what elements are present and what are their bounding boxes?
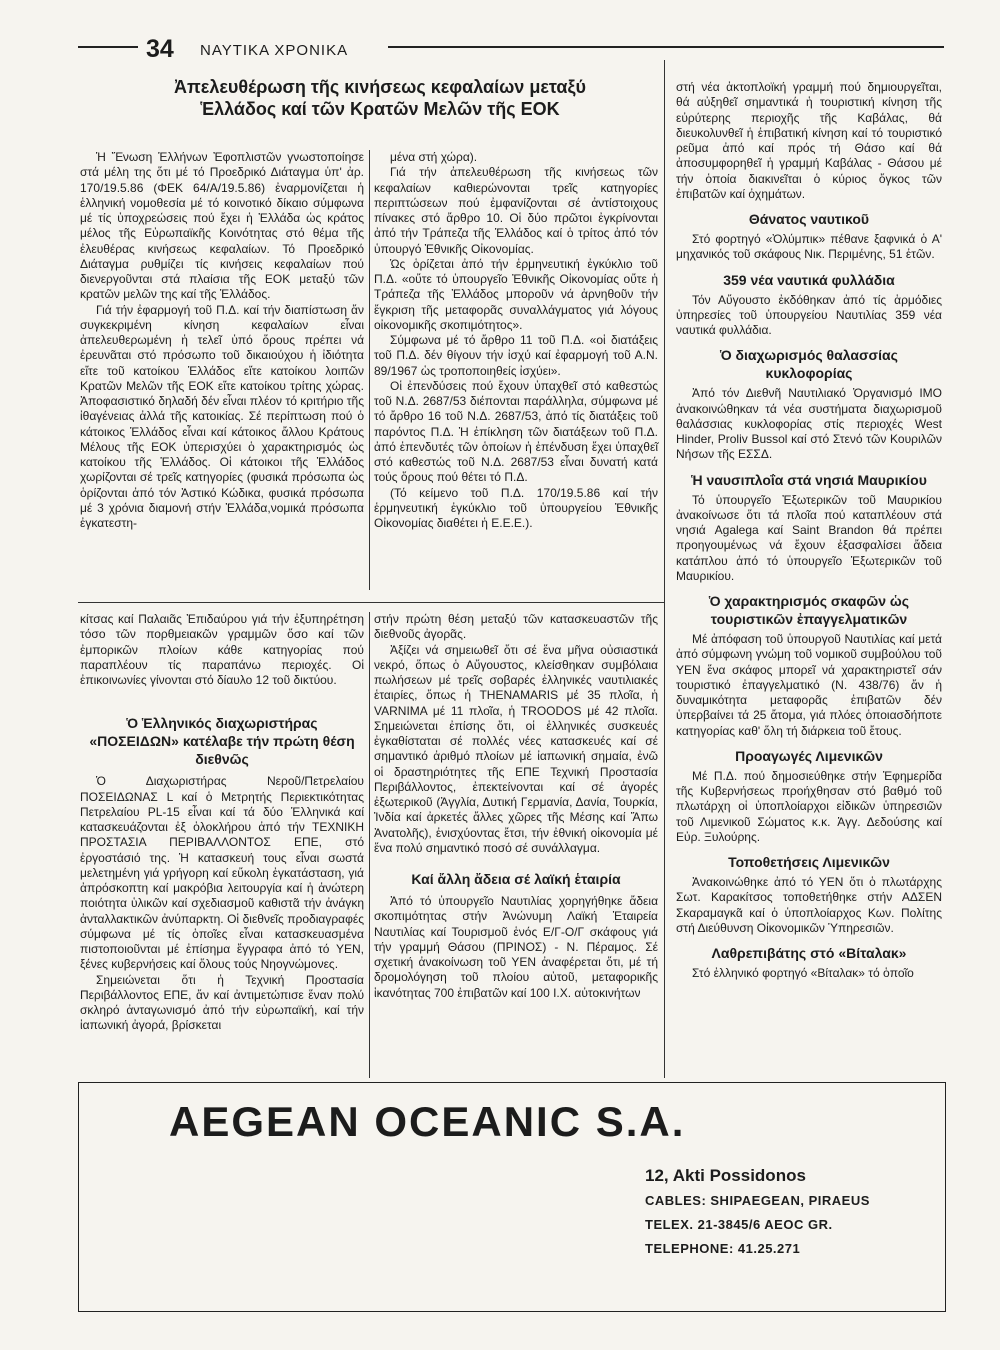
advert-telephone: TELEPHONE: 41.25.271 <box>645 1241 801 1256</box>
item-text: Μέ Π.Δ. πού δημοσιεύθηκε στήν Ἐφημερίδα τῆς Κυβερνήσεως προήχθησαν στό βαθμό τοῦ πλωτάρχη οἱ ὑποπλοίαρχοι εἰδικῶν ὑπηρεσιῶν τοῦ Λιμενικοῦ Σώματος κ.κ. Ἀγγ. Δεδούσης καί Εὐρ. Ξυλούρης. <box>676 768 942 844</box>
article-paragraph: Οἱ ἐπενδύσεις πού ἔχουν ὑπαχθεῖ στό καθεστώς τοῦ Ν.Δ. 2687/53 διέπονται παράλληλα, σύμφωνα μέ τό ἄρθρο 16 τοῦ Ν.Δ. 2687/53, ἀπό τίς διατάξεις τοῦ παρόντος Π.Δ. Ἡ ἐπίκληση τῶν διατάξεων τοῦ Π.Δ. ἀπό ἐπενδυτές τῶν ὁποίων ἡ ἐπένδυση ἔχει ὑπαχθεῖ στό καθεστώς τοῦ Ν.Δ. 2687/53 εἶναι δυνατή κατά τούς ὅρους πού θέτει τό Π.Δ. <box>374 378 658 485</box>
advert-address: 12, Akti Possidonos <box>645 1166 806 1185</box>
item-title: 359 νέα ναυτικά φυλλάδια <box>723 271 895 288</box>
article-paragraph: Ἀξίζει νά σημειωθεῖ ὅτι σέ ἕνα μῆνα οὐσιαστικά νεκρό, ὅπως ὁ Αὔγουστος, κλείσθηκαν συμβόλαια πωλήσεων μέ τρεῖς σοβαρές ἑλληνικές ναυτιλιακές ἑταιρίες, ὅπως ἡ THENAMARIS μέ 35 πλοῖα, ἡ VARNIMA μέ 11 πλοῖα, ἡ TROODOS μέ 42 πλοῖα. Σημειώνεται ἐπίσης ὅτι, οἱ ἑλληνικές συσκευές ἐγκαθίσταται σέ πολλές νέες κατασκευές καί σέ σημαντικό ἀριθμό πλοίων μέ ἰαπωνική σημαία, ἐνῶ οἱ δραστηριότητες τῆς ΕΠΕ Τεχνική Προστασία Περιβάλλοντος, ἐπεκτείνονται καί σέ ἀγορές ἐξωτερικοῦ (Ἀγγλία, Δυτική Γερμανία, Δανία, Τουρκία, Ἰνδία καί ἀρκετές ἄλλες χῶρες τῆς Μέσης καί Ἄπω Ἀνατολῆς), ἐνισχύοντας ἔτσι, τήν ἐθνική οἰκονομία μέ ἕνα πολύ σημαντικό ποσό σέ συνάλλαγμα. <box>374 642 658 855</box>
main-article-title: Ἀπελευθέρωση τῆς κινήσεως κεφαλαίων μεταξύ Ἑλλάδος καί τῶν Κρατῶν Μελῶν τῆς ΕΟΚ <box>174 77 586 119</box>
article-paragraph: Ἡ Ἕνωση Ἑλλήνων Ἐφοπλιστῶν γνωστοποίησε στά μέλη της ὅτι μέ τό Προεδρικό Διάταγμα ὑπ' ἀρ. 170/19.5.86 (ΦΕΚ 64/Α/19.5.86) ἐναρμονίζεται ἡ ἑλληνική νομοθεσία μέ τό κοινοτικό δίκαιο σύμφωνα μέ τίς ὑποχρεώσεις πού ἔχει ἡ Ἑλλάδα ὡς κράτος μέλος τῆς Εὐρωπαϊκῆς Κοινότητας στό θέμα τῆς ἐλευθέρας κινήσεως κεφαλαίων. Τό Προεδρικό Διάταγμα ρυθμίζει τίς κινήσεις κεφαλαίων πού διενεργοῦνται στά πλαίσια τῆς ΕΟΚ μεταξύ τῶν κρατῶν μελῶν της καί τῆς Ἑλλάδος. <box>80 150 364 302</box>
article-paragraph: Ὁ Διαχωριστήρας Νεροῦ/Πετρελαίου ΠΟΣΕΙΔΩΝΑΣ L καί ὁ Μετρητής Περιεκτικότητας Πετρελαίου PL-15 εἶναι καί τά δύο Ἑλληνικά καί κατασκευάζονται ἐξ ὁλοκλήρου ἀπό τήν ΤΕΧΝΙΚΗ ΠΡΟΣΤΑΣΙΑ ΠΕΡΙΒΑΛΛΟΝΤΟΣ ΕΠΕ, στό ἐργοστάσιό της. Ἡ κατασκευή τους εἶναι σωστά μελετημένη γιά γρήγορη καί εὔκολη ἐγκατάσταση, γιά ἀπρόσκοπτη καί μακρόβια λειτουργία καί ἡ ἀνώτερη ποιότητα ὑλικῶν καί σχεδιασμοῦ καθιστᾶ τήν ἀνάγκη ἀνταλλακτικῶν ἀνύπαρκτη. Οἱ διεθνεῖς προδιαγραφές σύμφωνα μέ τίς ὁποῖες εἶναι κατασκευασμένα πιστοποιοῦνται μέ ἐπίσημα ἔγγραφα ἀπό τό ΥΕΝ, ξένες κυβερνήσεις καί ὅλους τούς Νηογνώμονες. <box>80 774 364 972</box>
item-title: Ἡ ναυσιπλοΐα στά νησιά Μαυρικίου <box>691 471 927 488</box>
lower-middle-column <box>374 612 658 1001</box>
item-text: Στό φορτηγό «Ὀλύμπικ» πέθανε ξαφνικά ὁ Α' μηχανικός τοῦ σκάφους Νικ. Περιμένης, 51 ἐτῶν. <box>676 232 942 262</box>
running-head: ΝΑΥΤΙΚΑ ΧΡΟΝΙΚΑ <box>200 42 349 59</box>
item-title: Λαθρεπιβάτης στό «Βίταλακ» <box>711 945 907 961</box>
item-title: Ὁ χαρακτηρισμός σκαφῶν ὡς τουριστικῶν ἐπαγγελματικῶν <box>708 593 910 627</box>
license-article-title: Καί ἄλλη ἄδεια σέ λαϊκή ἑταιρία <box>411 871 621 887</box>
article-paragraph: Ἀπό τό ὑπουργεῖο Ναυτιλίας χορηγήθηκε ἄδεια σκοπιμότητας στήν Ἀνώνυμη Λαϊκή Ἑταιρεία Ναυτιλίας καί Τουρισμοῦ ἑνός Ε/Γ-Ο/Γ σκάφους γιά τήν γραμμή Θάσου (ΠΡΙΝΟΣ) - Ν. Πέραμος. Σέ σχετική ἀνακοίνωση τοῦ ΥΕΝ ἀναφέρεται ὅτι, μέ τή δρομολόγηση τοῦ πλοίου αὐτοῦ, μεταφορικῆς ἱκανότητας 700 ἐπιβατῶν καί 100 Ι.Χ. αὐτοκινήτων <box>374 894 658 1000</box>
item-text: Τό ὑπουργεῖο Ἐξωτερικῶν τοῦ Μαυρικίου ἀνακοίνωσε ὅτι τά πλοῖα πού καταπλέουν στά νησιά Agalega καί Saint Brandon θά πρέπει προηγουμένως νά ἔχουν ἐξασφαλίσει ἄδεια κατάπλου ἀπό τό ὑπουργεῖο Ἐξωτερικῶν τοῦ Μαυρικίου. <box>676 492 942 583</box>
column-divider <box>369 150 370 590</box>
advert-company-name: AEGEAN OCEANIC S.A. <box>169 1098 686 1145</box>
header-rule-right <box>388 46 944 48</box>
advert-telex: TELEX. 21-3845/6 AEOC GR. <box>645 1217 833 1232</box>
article-paragraph: Γιά τήν ἐφαρμογή τοῦ Π.Δ. καί τήν διαπίστωση ἄν συγκεκριμένη κίνηση κεφαλαίων εἶναι ἀπελευθερωμένη ἡ τελεῖ ὑπό ὅρους πρέπει νά ἐρευνᾶται στό πρόσωπο τοῦ δικαιούχου ἡ ἰδιότητα εἴτε τοῦ κατοίκου Ἑλλάδος εἴτε κατοίκου λοιπῶν Κρατῶν Μελῶν τῆς ΕΟΚ εἴτε κατοίκου τρίτης χώρας. Ἀποφασιστικό δηλαδή δέν εἶναι πλέον τό κριτήριο τῆς ἰθαγένειας ἀλλά τῆς κατοικίας. Σέ περίπτωση πού ὁ κάτοικος Ἑλλάδος εἶναι καί κάτοικος ἄλλου Κράτους Μέλους τῆς ΕΟΚ ὑπερισχύει ὁ χαρακτηρισμός ὡς κατοίκου τῆς Ἑλλάδος. Οἱ κάτοικοι τῆς Ἑλλάδος χωρίζονται σέ τρεῖς κατηγορίες (φυσικά πρόσωπα ὡς ὁρίζονται ἀπό τόν Ἀστικό Κώδικα, φυσικά πρόσωπα μέ 3 χρόνια διαμονή στήν Ἑλλάδα,νομικά πρόσωπα ἐγκατεστη- <box>80 302 364 530</box>
article-paragraph: Γιά τήν ἀπελευθέρωση τῆς κινήσεως τῶν κεφαλαίων καθιερώνονται τρεῖς κατηγορίες περιπτώσεων πού ἐμφανίζονται σέ ἀντίστοιχους πίνακες στό ἄρθρο 10. Οἱ δύο πρῶτοι ἐγκρίνονται ἀπό τήν Τράπεζα τῆς Ἑλλάδος καί ὁ τρίτος ἀπό τόν ὑπουργό Ἐθνικῆς Οἰκονομίας. <box>374 165 658 256</box>
item-title: Προαγωγές Λιμενικῶν <box>735 747 883 764</box>
article-paragraph: Ὡς ὁρίζεται ἀπό τήν ἑρμηνευτική ἐγκύκλιο τοῦ Π.Δ. «οὔτε τό ὑπουργεῖο Ἐθνικῆς Οἰκονομίας οὔτε ἡ Τράπεζα τῆς Ἑλλάδος μποροῦν νά ἀρνηθοῦν τήν ἔγκριση τῆς μεταφορᾶς συναλλάγματος γιά λόγους οἰκονομικῆς σκοπιμότητος». <box>374 256 658 332</box>
column-divider <box>664 60 665 1078</box>
article-paragraph: μένα στή χώρα). <box>390 150 478 164</box>
main-article-column-2 <box>374 150 658 531</box>
item-title: Τοποθετήσεις Λιμενικῶν <box>728 854 890 870</box>
continuation-paragraph: στή νέα ἀκτοπλοϊκή γραμμή πού δημιουργεῖται, θά αὐξηθεῖ σημαντικά ἡ τουριστική κίνηση τῆς εὐρύτερης περιοχῆς τῆς Καβάλας, θά διευκολυνθεῖ ἡ ἐπιβατική κίνηση καί τό τουριστικό ρεῦμα ἀπό καί πρός τή Θάσο καί θά ἀποσυμφορηθεῖ ἡ γραμμή Καβάλας - Θάσου μέ τήν ὁποία διακινεῖται ὁ κύριος ὄγκος τῶν ἐπιβατῶν καί ὀχημάτων. <box>676 80 942 201</box>
item-text: Ἀνακοινώθηκε ἀπό τό ΥΕΝ ὅτι ὁ πλωτάρχης Σωτ. Καρακίτσος τοποθετήθηκε στήν ΑΔΣΕΝ Σκαραμαγκᾶ καί ὁ ὑποπλοίαρχος Κων. Πολίτης στή Διεύθυνση Οἰκονομικῶν Ὑπηρεσιῶν. <box>676 875 942 935</box>
article-paragraph: στήν πρώτη θέση μεταξύ τῶν κατασκευαστῶν τῆς διεθνοῦς ἀγορᾶς. <box>374 612 658 642</box>
item-title: Θάνατος ναυτικοῦ <box>748 211 870 227</box>
article-paragraph: Σημειώνεται ὅτι ἡ Τεχνική Προστασία Περιβάλλοντος ΕΠΕ, ἄν καί ἀντιμετώπισε ἕναν πολύ σκληρό ἀνταγωνισμό ἀπό τήν εὐρωπαϊκή, καί τήν ἰαπωνική ἀγορά, βρίσκεται <box>80 972 364 1033</box>
continuation-paragraph: κίτσας καί Παλαιᾶς Ἐπιδαύρου γιά τήν ἐξυπηρέτηση τόσο τῶν πορθμειακῶν γραμμῶν ὅσο καί τῶν ἐμπορικῶν πλοίων κάθε κατηγορίας πού παραπλέουν τίς παραπάνω περιοχές. Οἱ ἐπικοινωνίες γίνονται στό δίαυλο 12 τοῦ δικτύου. <box>80 612 364 687</box>
poseidon-article-title: Ὁ Ἑλληνικός διαχωριστήρας «ΠΟΣΕΙΔΩΝ» κατέλαβε τήν πρώτη θέση διεθνῶς <box>89 715 355 768</box>
article-paragraph: Σύμφωνα μέ τό ἄρθρο 11 τοῦ Π.Δ. «οἱ διατάξεις τοῦ Π.Δ. δέν θίγουν τήν ἰσχύ καί ἐφαρμογή τοῦ Α.Ν. 89/1967 ὡς τροποποιηθείς ἰσχύει». <box>374 333 658 378</box>
section-divider <box>78 602 664 603</box>
item-title: Ὁ διαχωρισμός θαλασσίας κυκλοφορίας <box>720 347 898 382</box>
item-text: Μέ ἀπόφαση τοῦ ὑπουργοῦ Ναυτιλίας καί μετά ἀπό σύμφωνη γνώμη τοῦ νομικοῦ συμβούλου τοῦ ΥΕΝ ἕνα σκάφος μπορεῖ νά χαρακτηριστεῖ σάν τουριστικό ἐπαγγελματικό (Ν. 438/76) ἄν ἡ δυναμικότητα μεταφορᾶς ἐπιβατῶν δέν ὑπερβαίνει τά 25 ἄτομα, γιά πλόες ὁποιασδήποτε κατηγορίας καθ' ὅλη τή διάρκεια τοῦ ἔτους. <box>676 632 942 738</box>
article-paragraph: (Τό κείμενο τοῦ Π.Δ. 170/19.5.86 καί τήν ἑρμηνευτική ἐγκύκλιο τοῦ ὑπουργείου Ἐθνικῆς Οἰκονομίας διαθέτει ἡ Ε.Ε.Ε.). <box>374 485 658 530</box>
item-text: Τόν Αὔγουστο ἐκδόθηκαν ἀπό τίς ἁρμόδιες ὑπηρεσίες τοῦ ὑπουργείου Ναυτιλίας 359 νέα ναυτικά φυλλάδια. <box>676 292 942 337</box>
item-text: Στό ἑλληνικό φορτηγό «Βίταλακ» τό ὁποῖο <box>692 966 914 980</box>
main-article-column-1 <box>80 150 364 531</box>
advert-cables: CABLES: SHIPAEGEAN, PIRAEUS <box>645 1193 870 1208</box>
right-column <box>676 80 942 981</box>
lower-left-column <box>80 612 364 1034</box>
item-text: Ἀπό τόν Διεθνῆ Ναυτιλιακό Ὀργανισμό ΙΜΟ ἀνακοινώθηκαν τά νέα συστήματα διαχωρισμοῦ θαλάσσιας κυκλοφορίας στίς περιοχές West Hinder, Proliv Bussol καί στό Στενό τῶν Κουριλῶν Νήσων τῆς ΕΣΣΔ. <box>676 386 942 462</box>
column-divider <box>369 612 370 1078</box>
advert-box <box>78 1082 946 1312</box>
page-number: 34 <box>146 35 174 63</box>
header-rule-left <box>78 46 138 48</box>
